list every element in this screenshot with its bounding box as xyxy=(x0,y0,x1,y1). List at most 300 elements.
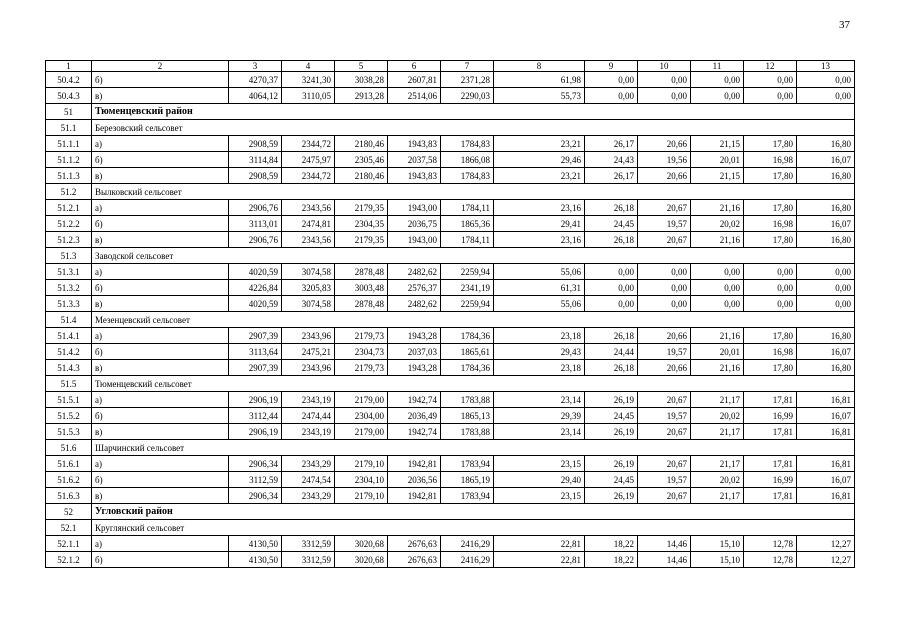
value-cell: 2036,75 xyxy=(388,216,441,232)
value-cell: 1865,19 xyxy=(441,472,494,488)
value-cell: 61,31 xyxy=(494,280,585,296)
value-cell: 2906,76 xyxy=(229,232,282,248)
row-code: 52.1.1 xyxy=(46,536,92,552)
row-code: 51 xyxy=(46,104,92,120)
value-cell: 1783,94 xyxy=(441,488,494,504)
row-variant: б) xyxy=(92,344,229,360)
value-cell: 2290,03 xyxy=(441,88,494,104)
value-cell: 1784,83 xyxy=(441,136,494,152)
value-cell: 1943,00 xyxy=(388,232,441,248)
value-cell: 18,22 xyxy=(585,536,638,552)
value-cell: 26,18 xyxy=(585,200,638,216)
council-row xyxy=(46,376,855,392)
value-cell: 0,00 xyxy=(744,88,797,104)
table-row xyxy=(46,136,855,152)
row-code: 51.2.1 xyxy=(46,200,92,216)
value-cell: 1942,81 xyxy=(388,456,441,472)
value-cell: 29,39 xyxy=(494,408,585,424)
value-cell: 20,67 xyxy=(638,424,691,440)
value-cell: 23,16 xyxy=(494,232,585,248)
value-cell: 2908,59 xyxy=(229,168,282,184)
table-row xyxy=(46,168,855,184)
value-cell: 2576,37 xyxy=(388,280,441,296)
value-cell: 0,00 xyxy=(797,280,855,296)
council-row xyxy=(46,520,855,536)
value-cell: 26,18 xyxy=(585,232,638,248)
value-cell: 26,19 xyxy=(585,392,638,408)
value-cell: 0,00 xyxy=(797,296,855,312)
value-cell: 23,16 xyxy=(494,200,585,216)
value-cell: 55,06 xyxy=(494,264,585,280)
value-cell: 12,78 xyxy=(744,536,797,552)
value-cell: 3038,28 xyxy=(335,72,388,88)
council-title: Круглянский сельсовет xyxy=(92,520,855,536)
value-cell: 20,02 xyxy=(691,216,744,232)
value-cell: 3074,58 xyxy=(282,296,335,312)
value-cell: 16,80 xyxy=(797,360,855,376)
row-variant: а) xyxy=(92,536,229,552)
value-cell: 19,57 xyxy=(638,472,691,488)
value-cell: 24,45 xyxy=(585,472,638,488)
value-cell: 20,02 xyxy=(691,472,744,488)
table-row xyxy=(46,296,855,312)
value-cell: 17,80 xyxy=(744,328,797,344)
column-header: 2 xyxy=(92,61,229,72)
row-variant: в) xyxy=(92,168,229,184)
column-header: 5 xyxy=(335,61,388,72)
row-variant: б) xyxy=(92,280,229,296)
value-cell: 23,18 xyxy=(494,360,585,376)
value-cell: 17,80 xyxy=(744,168,797,184)
table-row xyxy=(46,472,855,488)
row-code: 51.5.3 xyxy=(46,424,92,440)
value-cell: 0,00 xyxy=(638,280,691,296)
column-number-row xyxy=(46,61,855,72)
value-cell: 0,00 xyxy=(744,280,797,296)
value-cell: 2344,72 xyxy=(282,168,335,184)
value-cell: 2906,19 xyxy=(229,424,282,440)
value-cell: 2416,29 xyxy=(441,536,494,552)
value-cell: 16,80 xyxy=(797,328,855,344)
row-variant: б) xyxy=(92,152,229,168)
value-cell: 21,16 xyxy=(691,232,744,248)
value-cell: 0,00 xyxy=(638,296,691,312)
row-code: 51.6.2 xyxy=(46,472,92,488)
value-cell: 20,67 xyxy=(638,488,691,504)
value-cell: 21,17 xyxy=(691,424,744,440)
row-variant: б) xyxy=(92,408,229,424)
value-cell: 22,81 xyxy=(494,536,585,552)
value-cell: 2514,06 xyxy=(388,88,441,104)
column-header: 9 xyxy=(585,61,638,72)
value-cell: 0,00 xyxy=(691,264,744,280)
value-cell: 2179,73 xyxy=(335,328,388,344)
row-variant: а) xyxy=(92,264,229,280)
row-code: 51.5.1 xyxy=(46,392,92,408)
value-cell: 2474,44 xyxy=(282,408,335,424)
value-cell: 26,17 xyxy=(585,136,638,152)
row-code: 51.4.2 xyxy=(46,344,92,360)
value-cell: 26,19 xyxy=(585,456,638,472)
value-cell: 21,16 xyxy=(691,360,744,376)
value-cell: 61,98 xyxy=(494,72,585,88)
value-cell: 2179,73 xyxy=(335,360,388,376)
value-cell: 3312,59 xyxy=(282,552,335,568)
row-code: 51.1.2 xyxy=(46,152,92,168)
value-cell: 1784,11 xyxy=(441,200,494,216)
value-cell: 16,80 xyxy=(797,168,855,184)
council-row xyxy=(46,184,855,200)
column-header: 1 xyxy=(46,61,92,72)
value-cell: 20,67 xyxy=(638,200,691,216)
value-cell: 17,80 xyxy=(744,200,797,216)
value-cell: 2482,62 xyxy=(388,296,441,312)
value-cell: 2259,94 xyxy=(441,296,494,312)
value-cell: 0,00 xyxy=(744,72,797,88)
value-cell: 3110,05 xyxy=(282,88,335,104)
row-variant: б) xyxy=(92,216,229,232)
value-cell: 2907,39 xyxy=(229,328,282,344)
row-code: 51.4.3 xyxy=(46,360,92,376)
column-header: 4 xyxy=(282,61,335,72)
value-cell: 16,98 xyxy=(744,216,797,232)
column-header: 3 xyxy=(229,61,282,72)
value-cell: 2907,39 xyxy=(229,360,282,376)
row-variant: а) xyxy=(92,456,229,472)
value-cell: 2878,48 xyxy=(335,296,388,312)
value-cell: 29,43 xyxy=(494,344,585,360)
row-variant: б) xyxy=(92,472,229,488)
row-variant: в) xyxy=(92,88,229,104)
row-code: 51.4.1 xyxy=(46,328,92,344)
row-code: 51.2.3 xyxy=(46,232,92,248)
value-cell: 24,45 xyxy=(585,408,638,424)
value-cell: 2179,35 xyxy=(335,200,388,216)
table-row xyxy=(46,280,855,296)
value-cell: 16,07 xyxy=(797,344,855,360)
value-cell: 23,15 xyxy=(494,488,585,504)
value-cell: 24,44 xyxy=(585,344,638,360)
value-cell: 1784,36 xyxy=(441,328,494,344)
row-code: 51.1.3 xyxy=(46,168,92,184)
value-cell: 3112,44 xyxy=(229,408,282,424)
value-cell: 1943,00 xyxy=(388,200,441,216)
value-cell: 21,16 xyxy=(691,200,744,216)
value-cell: 20,66 xyxy=(638,328,691,344)
row-variant: б) xyxy=(92,552,229,568)
value-cell: 17,80 xyxy=(744,136,797,152)
value-cell: 14,46 xyxy=(638,536,691,552)
value-cell: 16,99 xyxy=(744,408,797,424)
value-cell: 21,17 xyxy=(691,488,744,504)
row-variant: в) xyxy=(92,360,229,376)
value-cell: 1784,11 xyxy=(441,232,494,248)
row-code: 51.3.3 xyxy=(46,296,92,312)
council-title: Заводской сельсовет xyxy=(92,248,855,264)
row-code: 52 xyxy=(46,504,92,520)
value-cell: 2371,28 xyxy=(441,72,494,88)
value-cell: 2475,21 xyxy=(282,344,335,360)
value-cell: 23,15 xyxy=(494,456,585,472)
value-cell: 2475,97 xyxy=(282,152,335,168)
value-cell: 16,98 xyxy=(744,344,797,360)
value-cell: 14,46 xyxy=(638,552,691,568)
value-cell: 15,10 xyxy=(691,536,744,552)
value-cell: 2343,29 xyxy=(282,488,335,504)
table-row xyxy=(46,408,855,424)
table-row xyxy=(46,152,855,168)
row-code: 51.5.2 xyxy=(46,408,92,424)
value-cell: 0,00 xyxy=(691,72,744,88)
row-variant: б) xyxy=(92,72,229,88)
value-cell: 16,81 xyxy=(797,456,855,472)
value-cell: 29,46 xyxy=(494,152,585,168)
value-cell: 20,02 xyxy=(691,408,744,424)
value-cell: 20,66 xyxy=(638,168,691,184)
value-cell: 12,27 xyxy=(797,552,855,568)
value-cell: 2343,96 xyxy=(282,360,335,376)
value-cell: 4020,59 xyxy=(229,296,282,312)
value-cell: 23,21 xyxy=(494,168,585,184)
value-cell: 23,14 xyxy=(494,424,585,440)
value-cell: 0,00 xyxy=(638,264,691,280)
value-cell: 2179,00 xyxy=(335,424,388,440)
value-cell: 2343,56 xyxy=(282,200,335,216)
row-code: 51.6.3 xyxy=(46,488,92,504)
value-cell: 3112,59 xyxy=(229,472,282,488)
value-cell: 2878,48 xyxy=(335,264,388,280)
value-cell: 2180,46 xyxy=(335,168,388,184)
value-cell: 20,66 xyxy=(638,136,691,152)
value-cell: 2906,76 xyxy=(229,200,282,216)
value-cell: 23,18 xyxy=(494,328,585,344)
value-cell: 16,98 xyxy=(744,152,797,168)
table-row xyxy=(46,232,855,248)
district-row xyxy=(46,504,855,520)
value-cell: 2304,73 xyxy=(335,344,388,360)
row-code: 51.6 xyxy=(46,440,92,456)
value-cell: 2343,19 xyxy=(282,424,335,440)
value-cell: 19,56 xyxy=(638,152,691,168)
column-header: 11 xyxy=(691,61,744,72)
value-cell: 1865,61 xyxy=(441,344,494,360)
row-code: 51.3.1 xyxy=(46,264,92,280)
value-cell: 55,06 xyxy=(494,296,585,312)
value-cell: 24,45 xyxy=(585,216,638,232)
value-cell: 26,17 xyxy=(585,168,638,184)
value-cell: 1784,36 xyxy=(441,360,494,376)
row-variant: а) xyxy=(92,392,229,408)
value-cell: 2179,35 xyxy=(335,232,388,248)
value-cell: 18,22 xyxy=(585,552,638,568)
value-cell: 3020,68 xyxy=(335,536,388,552)
council-title: Шарчинский сельсовет xyxy=(92,440,855,456)
value-cell: 20,67 xyxy=(638,232,691,248)
value-cell: 1783,94 xyxy=(441,456,494,472)
row-variant: в) xyxy=(92,232,229,248)
value-cell: 0,00 xyxy=(691,88,744,104)
value-cell: 21,16 xyxy=(691,328,744,344)
council-title: Вылковский сельсовет xyxy=(92,184,855,200)
value-cell: 2474,81 xyxy=(282,216,335,232)
row-code: 51.3.2 xyxy=(46,280,92,296)
value-cell: 2304,00 xyxy=(335,408,388,424)
value-cell: 16,81 xyxy=(797,488,855,504)
value-cell: 3113,64 xyxy=(229,344,282,360)
value-cell: 2036,56 xyxy=(388,472,441,488)
value-cell: 20,67 xyxy=(638,392,691,408)
value-cell: 26,18 xyxy=(585,360,638,376)
value-cell: 16,07 xyxy=(797,216,855,232)
value-cell: 2474,54 xyxy=(282,472,335,488)
column-header: 7 xyxy=(441,61,494,72)
value-cell: 19,57 xyxy=(638,408,691,424)
district-row xyxy=(46,104,855,120)
value-cell: 2676,63 xyxy=(388,536,441,552)
council-title: Мезенцевский сельсовет xyxy=(92,312,855,328)
row-code: 51.4 xyxy=(46,312,92,328)
table-row xyxy=(46,200,855,216)
value-cell: 2036,49 xyxy=(388,408,441,424)
value-cell: 2341,19 xyxy=(441,280,494,296)
table-row xyxy=(46,392,855,408)
value-cell: 29,40 xyxy=(494,472,585,488)
value-cell: 16,80 xyxy=(797,232,855,248)
page-number: 37 xyxy=(839,19,850,31)
value-cell: 1783,88 xyxy=(441,424,494,440)
council-row xyxy=(46,312,855,328)
value-cell: 29,41 xyxy=(494,216,585,232)
value-cell: 4020,59 xyxy=(229,264,282,280)
row-variant: а) xyxy=(92,136,229,152)
value-cell: 3074,58 xyxy=(282,264,335,280)
row-code: 51.3 xyxy=(46,248,92,264)
row-code: 52.1.2 xyxy=(46,552,92,568)
value-cell: 23,14 xyxy=(494,392,585,408)
value-cell: 20,66 xyxy=(638,360,691,376)
row-code: 52.1 xyxy=(46,520,92,536)
table-row xyxy=(46,216,855,232)
value-cell: 16,80 xyxy=(797,200,855,216)
value-cell: 21,15 xyxy=(691,136,744,152)
value-cell: 20,01 xyxy=(691,344,744,360)
row-code: 51.5 xyxy=(46,376,92,392)
value-cell: 22,81 xyxy=(494,552,585,568)
row-variant: а) xyxy=(92,200,229,216)
value-cell: 17,80 xyxy=(744,360,797,376)
value-cell: 3113,01 xyxy=(229,216,282,232)
value-cell: 3003,48 xyxy=(335,280,388,296)
council-row xyxy=(46,248,855,264)
value-cell: 15,10 xyxy=(691,552,744,568)
value-cell: 24,43 xyxy=(585,152,638,168)
table-row xyxy=(46,264,855,280)
value-cell: 12,78 xyxy=(744,552,797,568)
value-cell: 17,81 xyxy=(744,424,797,440)
value-cell: 2908,59 xyxy=(229,136,282,152)
value-cell: 0,00 xyxy=(691,296,744,312)
value-cell: 0,00 xyxy=(797,264,855,280)
value-cell: 21,15 xyxy=(691,168,744,184)
value-cell: 2343,56 xyxy=(282,232,335,248)
value-cell: 2037,58 xyxy=(388,152,441,168)
value-cell: 0,00 xyxy=(585,280,638,296)
value-cell: 1943,83 xyxy=(388,168,441,184)
value-cell: 4270,37 xyxy=(229,72,282,88)
value-cell: 3241,30 xyxy=(282,72,335,88)
value-cell: 2676,63 xyxy=(388,552,441,568)
table-row xyxy=(46,72,855,88)
value-cell: 26,19 xyxy=(585,488,638,504)
value-cell: 3114,84 xyxy=(229,152,282,168)
value-cell: 4130,50 xyxy=(229,552,282,568)
value-cell: 0,00 xyxy=(744,264,797,280)
value-cell: 2304,10 xyxy=(335,472,388,488)
value-cell: 2179,00 xyxy=(335,392,388,408)
value-cell: 19,57 xyxy=(638,216,691,232)
value-cell: 16,07 xyxy=(797,152,855,168)
column-header: 10 xyxy=(638,61,691,72)
value-cell: 2482,62 xyxy=(388,264,441,280)
value-cell: 17,80 xyxy=(744,232,797,248)
value-cell: 4226,84 xyxy=(229,280,282,296)
value-cell: 1865,13 xyxy=(441,408,494,424)
row-code: 51.1 xyxy=(46,120,92,136)
value-cell: 16,07 xyxy=(797,472,855,488)
row-code: 51.1.1 xyxy=(46,136,92,152)
value-cell: 17,81 xyxy=(744,488,797,504)
value-cell: 2305,46 xyxy=(335,152,388,168)
value-cell: 1943,83 xyxy=(388,136,441,152)
table-row xyxy=(46,424,855,440)
column-header: 12 xyxy=(744,61,797,72)
value-cell: 4064,12 xyxy=(229,88,282,104)
table-row xyxy=(46,456,855,472)
row-variant: в) xyxy=(92,488,229,504)
value-cell: 0,00 xyxy=(585,72,638,88)
value-cell: 1866,08 xyxy=(441,152,494,168)
table-body xyxy=(46,72,855,568)
district-title: Угловский район xyxy=(92,504,855,520)
value-cell: 21,17 xyxy=(691,392,744,408)
value-cell: 1943,28 xyxy=(388,360,441,376)
council-row xyxy=(46,120,855,136)
value-cell: 2179,10 xyxy=(335,456,388,472)
value-cell: 2906,34 xyxy=(229,488,282,504)
value-cell: 16,80 xyxy=(797,136,855,152)
row-code: 50.4.2 xyxy=(46,72,92,88)
value-cell: 2343,29 xyxy=(282,456,335,472)
table-row xyxy=(46,328,855,344)
value-cell: 2343,96 xyxy=(282,328,335,344)
value-cell: 55,73 xyxy=(494,88,585,104)
column-header: 13 xyxy=(797,61,855,72)
value-cell: 17,81 xyxy=(744,392,797,408)
value-cell: 3205,83 xyxy=(282,280,335,296)
value-cell: 2180,46 xyxy=(335,136,388,152)
row-variant: а) xyxy=(92,328,229,344)
value-cell: 26,19 xyxy=(585,424,638,440)
district-title: Тюменцевский район xyxy=(92,104,855,120)
row-code: 51.2 xyxy=(46,184,92,200)
value-cell: 0,00 xyxy=(744,296,797,312)
value-cell: 2304,35 xyxy=(335,216,388,232)
value-cell: 2259,94 xyxy=(441,264,494,280)
value-cell: 2037,03 xyxy=(388,344,441,360)
row-code: 50.4.3 xyxy=(46,88,92,104)
column-header: 8 xyxy=(494,61,585,72)
value-cell: 0,00 xyxy=(585,88,638,104)
